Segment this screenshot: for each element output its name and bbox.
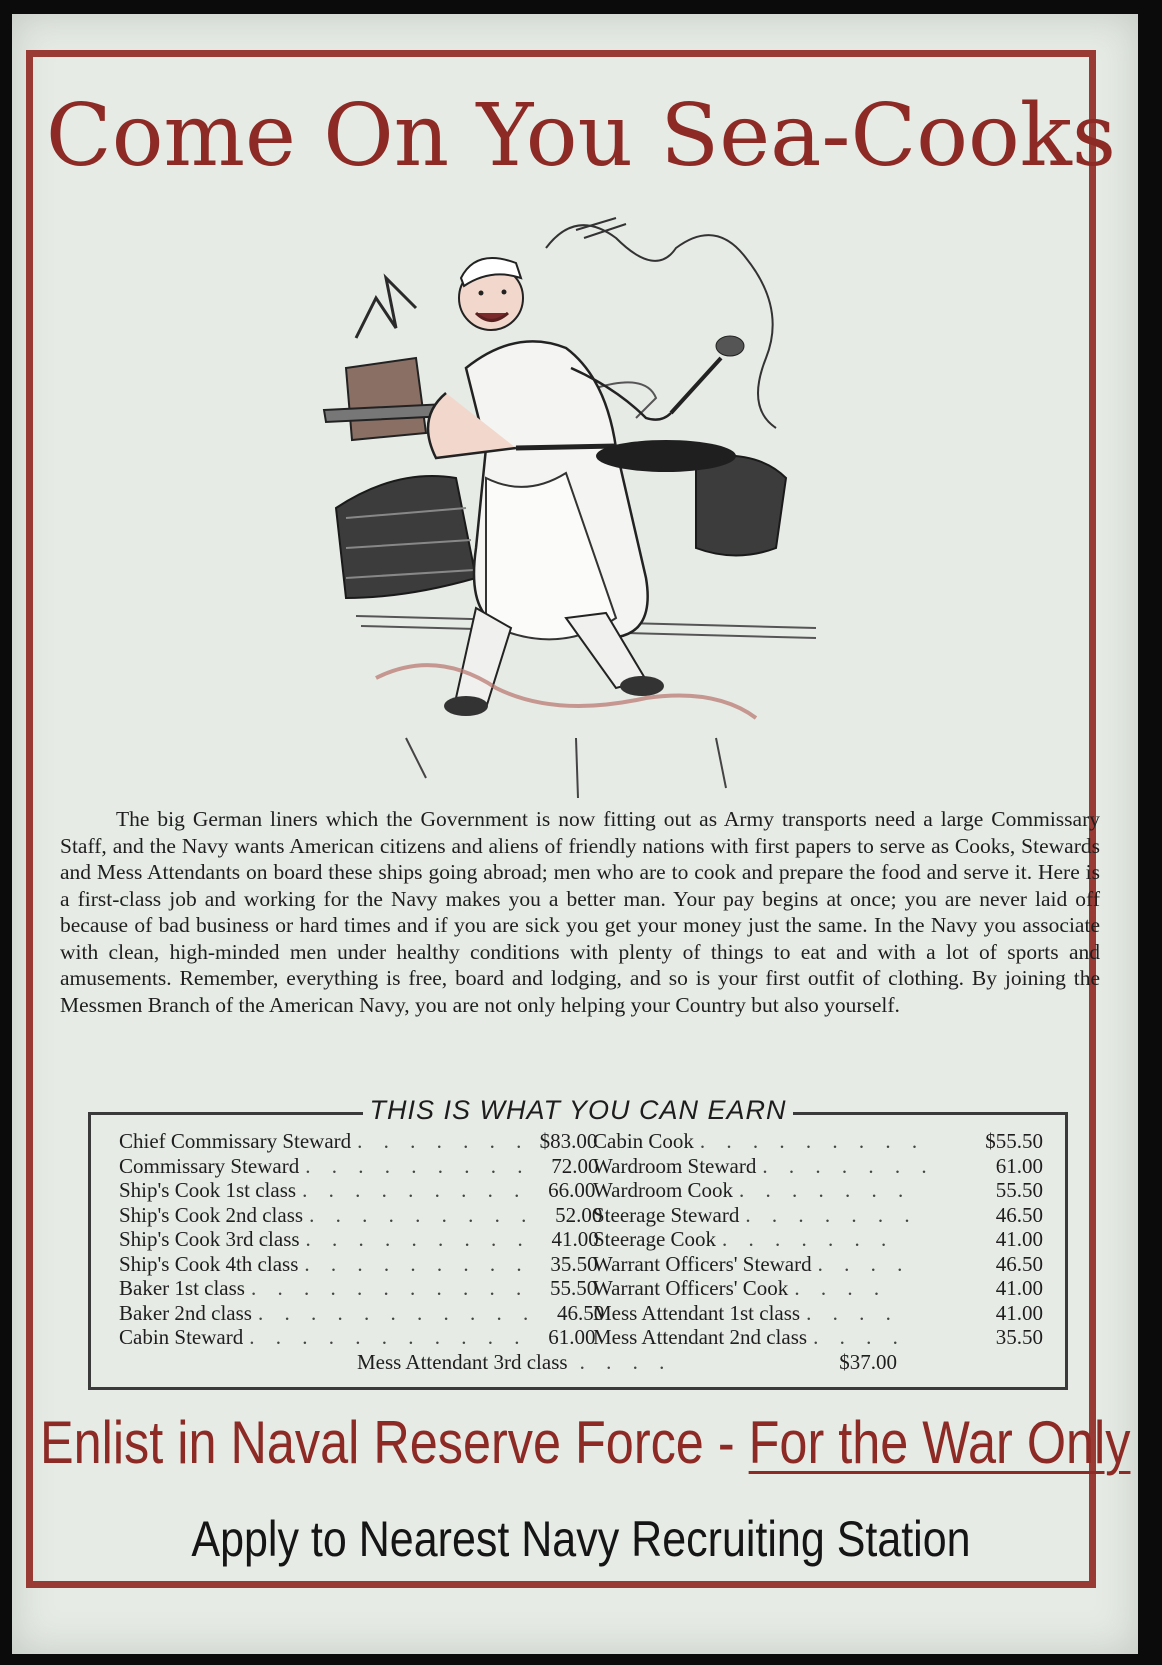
pay-row: Ship's Cook 4th class . . . . . . . . . 35.50 xyxy=(119,1251,598,1276)
enlist-slogan: Enlist in Naval Reserve Force - For the War Only xyxy=(40,1409,1131,1476)
pay-row: Baker 2nd class . . . . . . . . . . . 46.50 xyxy=(119,1300,605,1325)
pay-row: Wardroom Cook . . . . . . . 55.50 xyxy=(593,1178,1043,1202)
pay-row: Chief Commissary Steward . . . . . . . $83.00 xyxy=(119,1129,598,1153)
pay-row: Warrant Officers' Cook . . . . 41.00 xyxy=(593,1276,1043,1300)
pay-row: Ship's Cook 1st class . . . . . . . . . 66.00 xyxy=(119,1178,596,1202)
pay-row: Cabin Cook . . . . . . . . . $55.50 xyxy=(593,1129,1043,1153)
pay-column-right xyxy=(593,1129,1043,1350)
apply-line: Apply to Nearest Navy Recruiting Station xyxy=(191,1511,971,1567)
pay-row: Ship's Cook 3rd class . . . . . . . . . 41.00 xyxy=(119,1227,599,1251)
poster-title: Come On You Sea-Cooks xyxy=(45,86,1117,186)
pay-table-heading: THIS IS WHAT YOU CAN EARN xyxy=(91,1095,1065,1126)
pay-row: Cabin Steward . . . . . . . . . . . 61.00 xyxy=(119,1325,596,1349)
pay-row: Ship's Cook 2nd class . . . . . . . . . 52.00 xyxy=(119,1202,603,1227)
pay-column-left xyxy=(119,1129,605,1350)
pay-row: Steerage Cook . . . . . . . 41.00 xyxy=(593,1227,1043,1251)
pay-table xyxy=(88,1095,1068,1390)
pay-row: Mess Attendant 1st class . . . . 41.00 xyxy=(593,1300,1043,1325)
pay-row: Warrant Officers' Steward . . . . 46.50 xyxy=(593,1251,1043,1276)
pay-row-bottom: Mess Attendant 3rd class . . . . $37.00 xyxy=(357,1350,897,1374)
pay-row: Baker 1st class . . . . . . . . . . . 55.50 xyxy=(119,1276,598,1300)
pay-row: Steerage Steward . . . . . . . 46.50 xyxy=(593,1202,1043,1227)
body-paragraph: The big German liners which the Government is now fitting out as Army transports need a large Commissary Staff, and the Navy wants American citizens and aliens of friendly nations with first papers to serve as Cooks, Stewards and Mess Attendants on board these ships going abroad; men who are to cook and prepare the food and serve it. Here is a first-class job and working for the Navy makes you a better man. Your pay begins at once; you are never laid off because of bad business or hard times and if you are sick you get your money just the same. In the Navy you associate with clean, high-minded men under healthy conditions with plenty of things to eat and with a lot of sports and amusements. Remember, everything is free, board and lodging, and so is your first outfit of clothing. By joining the Messmen Branch of the American Navy, you are not only helping your Country but also yourself. xyxy=(60,807,1100,1017)
sea-cook-illustration xyxy=(316,218,836,808)
pay-row: Mess Attendant 2nd class . . . . 35.50 xyxy=(593,1325,1043,1349)
pay-row: Commissary Steward . . . . . . . . . 72.00 xyxy=(119,1153,599,1178)
pay-row: Wardroom Steward . . . . . . . 61.00 xyxy=(593,1153,1043,1178)
enlist-slogan-underlined: For the War Only xyxy=(748,1409,1131,1476)
